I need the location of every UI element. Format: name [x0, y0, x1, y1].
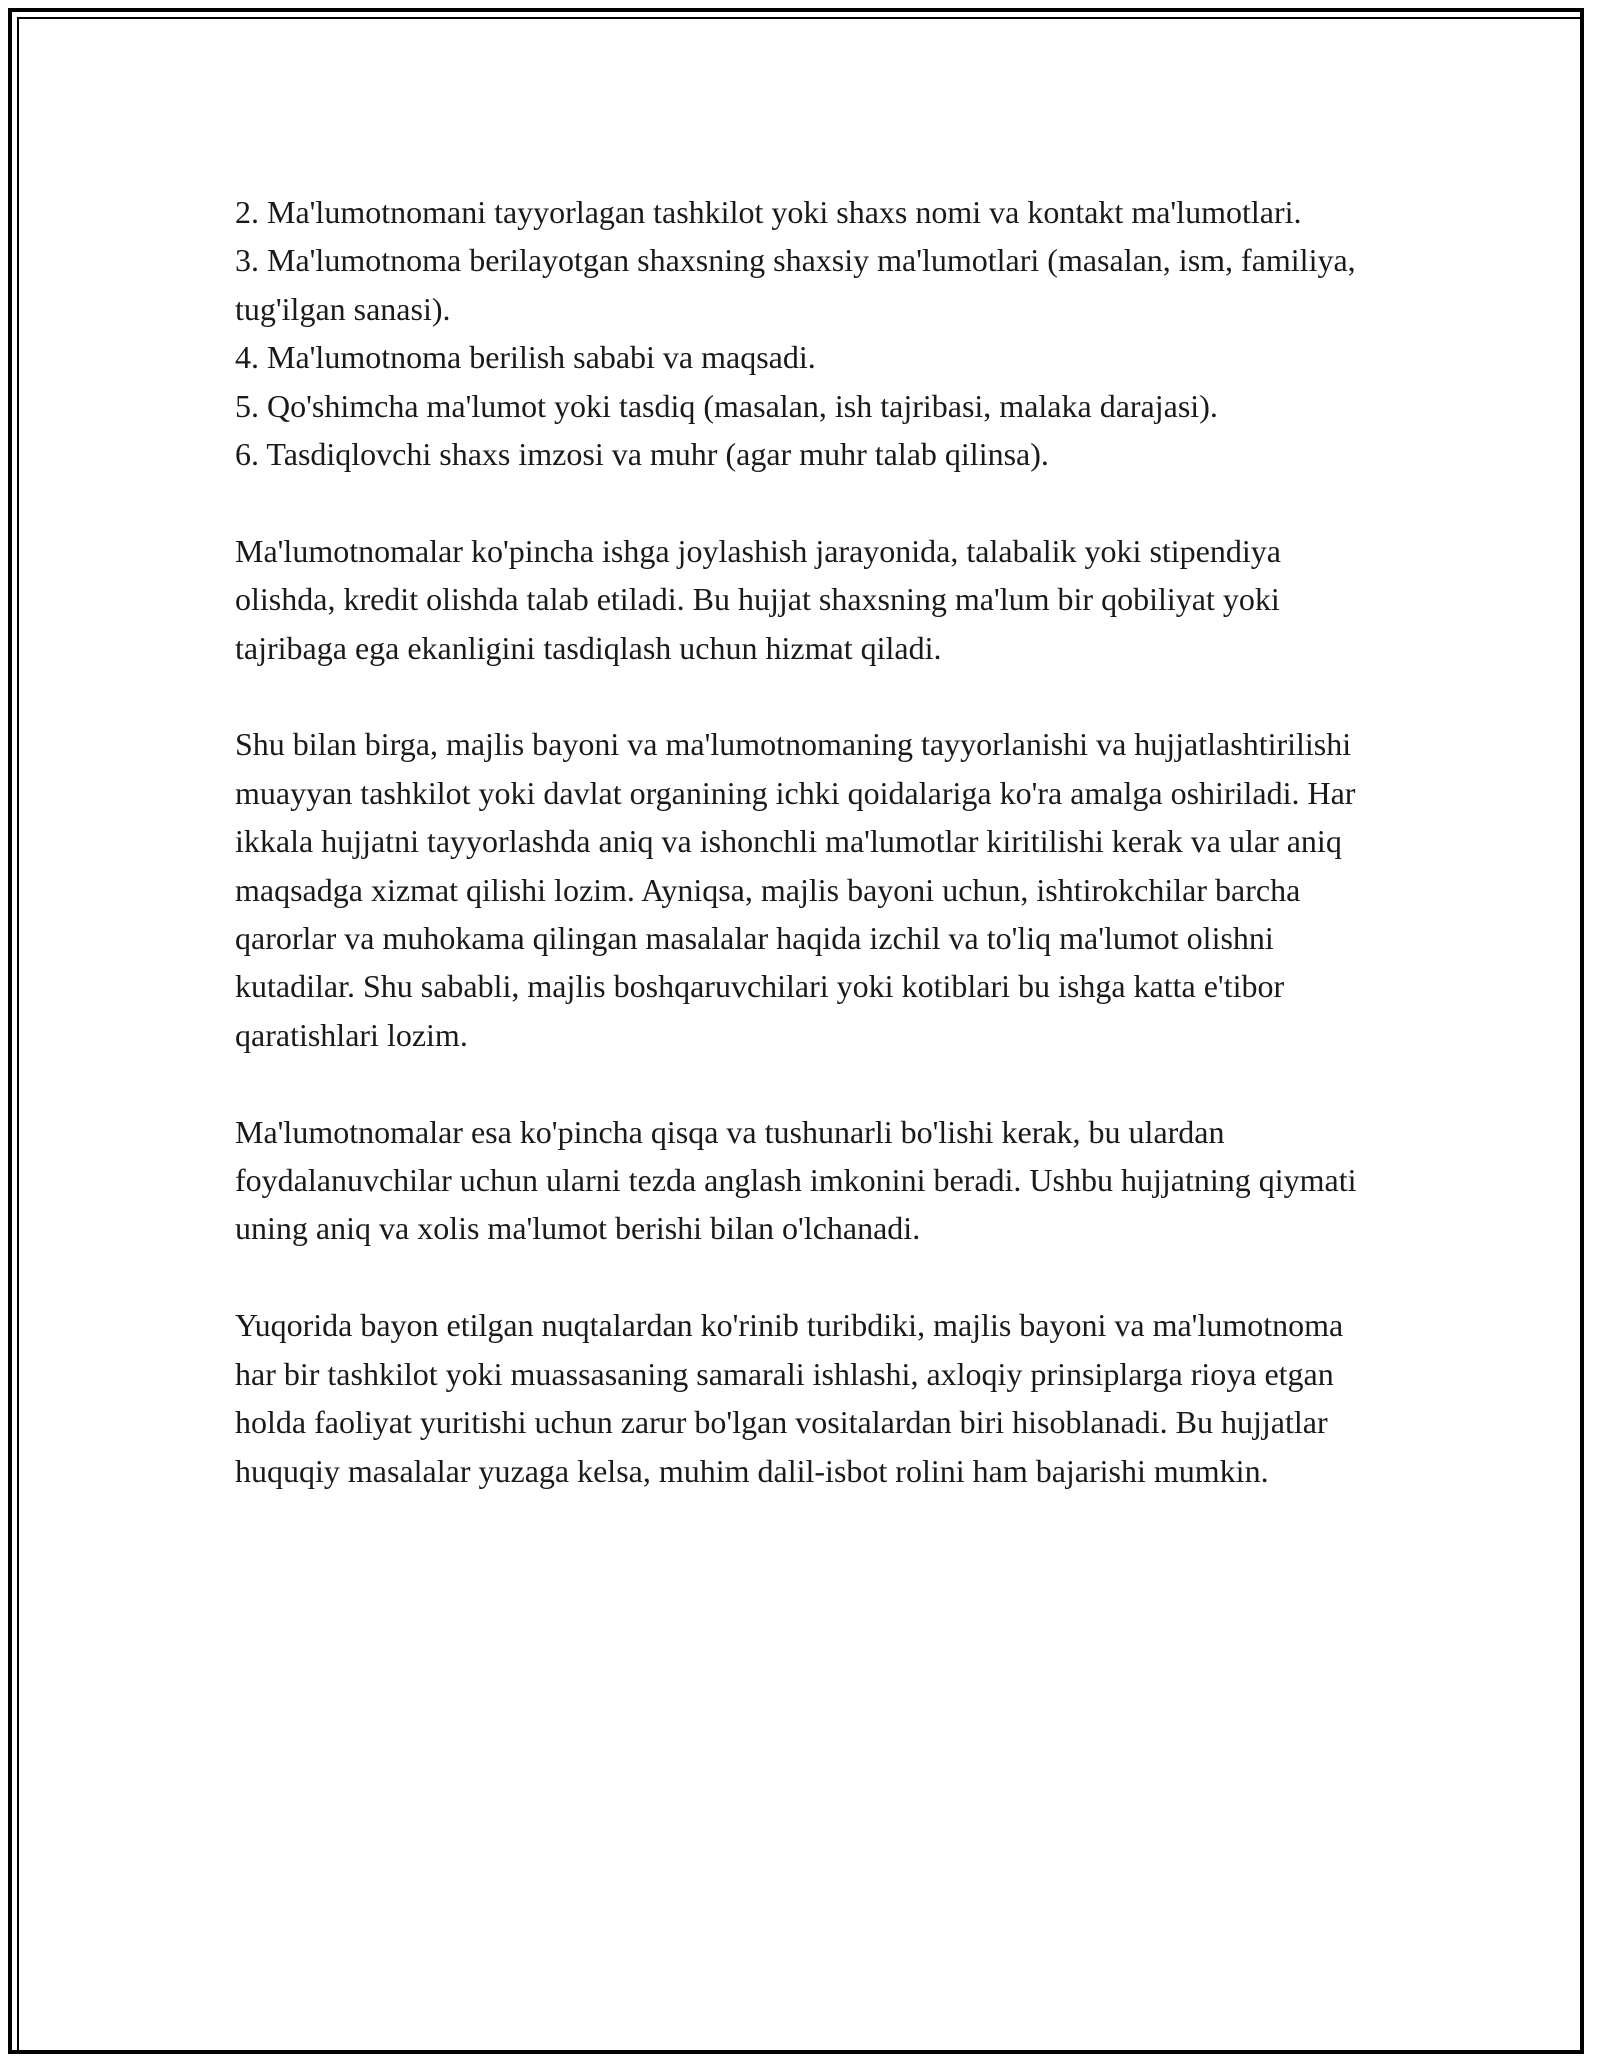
list-item: 4. Ma'lumotnoma berilish sababi va maqsadi.: [235, 339, 816, 376]
paragraph: Ma'lumotnomalar ko'pincha ishga joylashish jarayonida, talabalik yoki stipendiya olishda, kredit olishda talab etiladi. Bu hujjat shaxsning ma'lum bir qobiliyat yoki tajribaga ega ekanligini tasdiqlash uchun hizmat qiladi.: [235, 532, 1281, 666]
list-item: 5. Qo'shimcha ma'lumot yoki tasdiq (masalan, ish tajribasi, malaka darajasi).: [235, 387, 1218, 424]
requirements-list: [235, 188, 1375, 478]
list-item: 3. Ma'lumotnoma berilayotgan shaxsning shaxsiy ma'lumotlari (masalan, ism, familiya, tug'ilgan sanasi).: [235, 242, 1356, 327]
paragraph: Shu bilan birga, majlis bayoni va ma'lumotnomaning tayyorlanishi va hujjatlashtirilishi muayyan tashkilot yoki davlat organining ichki qoidalariga ko'ra amalga oshiriladi. Har ikkala hujjatni tayyorlashda aniq va ishonchli ma'lumotlar kiritilishi kerak va ular aniq maqsadga xizmat qilishi lozim. Ayniqsa, majlis bayoni uchun, ishtirokchilar barcha qarorlar va muhokama qilingan masalalar haqida izchil va to'liq ma'lumot olishni kutadilar. Shu sababli, majlis boshqaruvchilari yoki kotiblari bu ishga katta e'tibor qaratishlari lozim.: [235, 726, 1356, 1053]
paragraph: Yuqorida bayon etilgan nuqtalardan ko'rinib turibdiki, majlis bayoni va ma'lumotnoma har bir tashkilot yoki muassasaning samarali ishlashi, axloqiy prinsiplarga rioya etgan holda faoliyat yuritishi uchun zarur bo'lgan vositalardan biri hisoblanadi. Bu hujjatlar huquqiy masalalar yuzaga kelsa, muhim dalil-isbot rolini ham bajarishi mumkin.: [235, 1307, 1344, 1489]
document-body: [235, 188, 1375, 1495]
paragraph: Ma'lumotnomalar esa ko'pincha qisqa va tushunarli bo'lishi kerak, bu ulardan foydalanuvchilar uchun ularni tezda anglash imkonini beradi. Ushbu hujjatning qiymati uning aniq va xolis ma'lumot berishi bilan o'lchanadi.: [235, 1113, 1357, 1247]
list-item: 2. Ma'lumotnomani tayyorlagan tashkilot yoki shaxs nomi va kontakt ma'lumotlari.: [235, 194, 1302, 230]
list-item: 6. Tasdiqlovchi shaxs imzosi va muhr (agar muhr talab qilinsa).: [235, 436, 1049, 473]
